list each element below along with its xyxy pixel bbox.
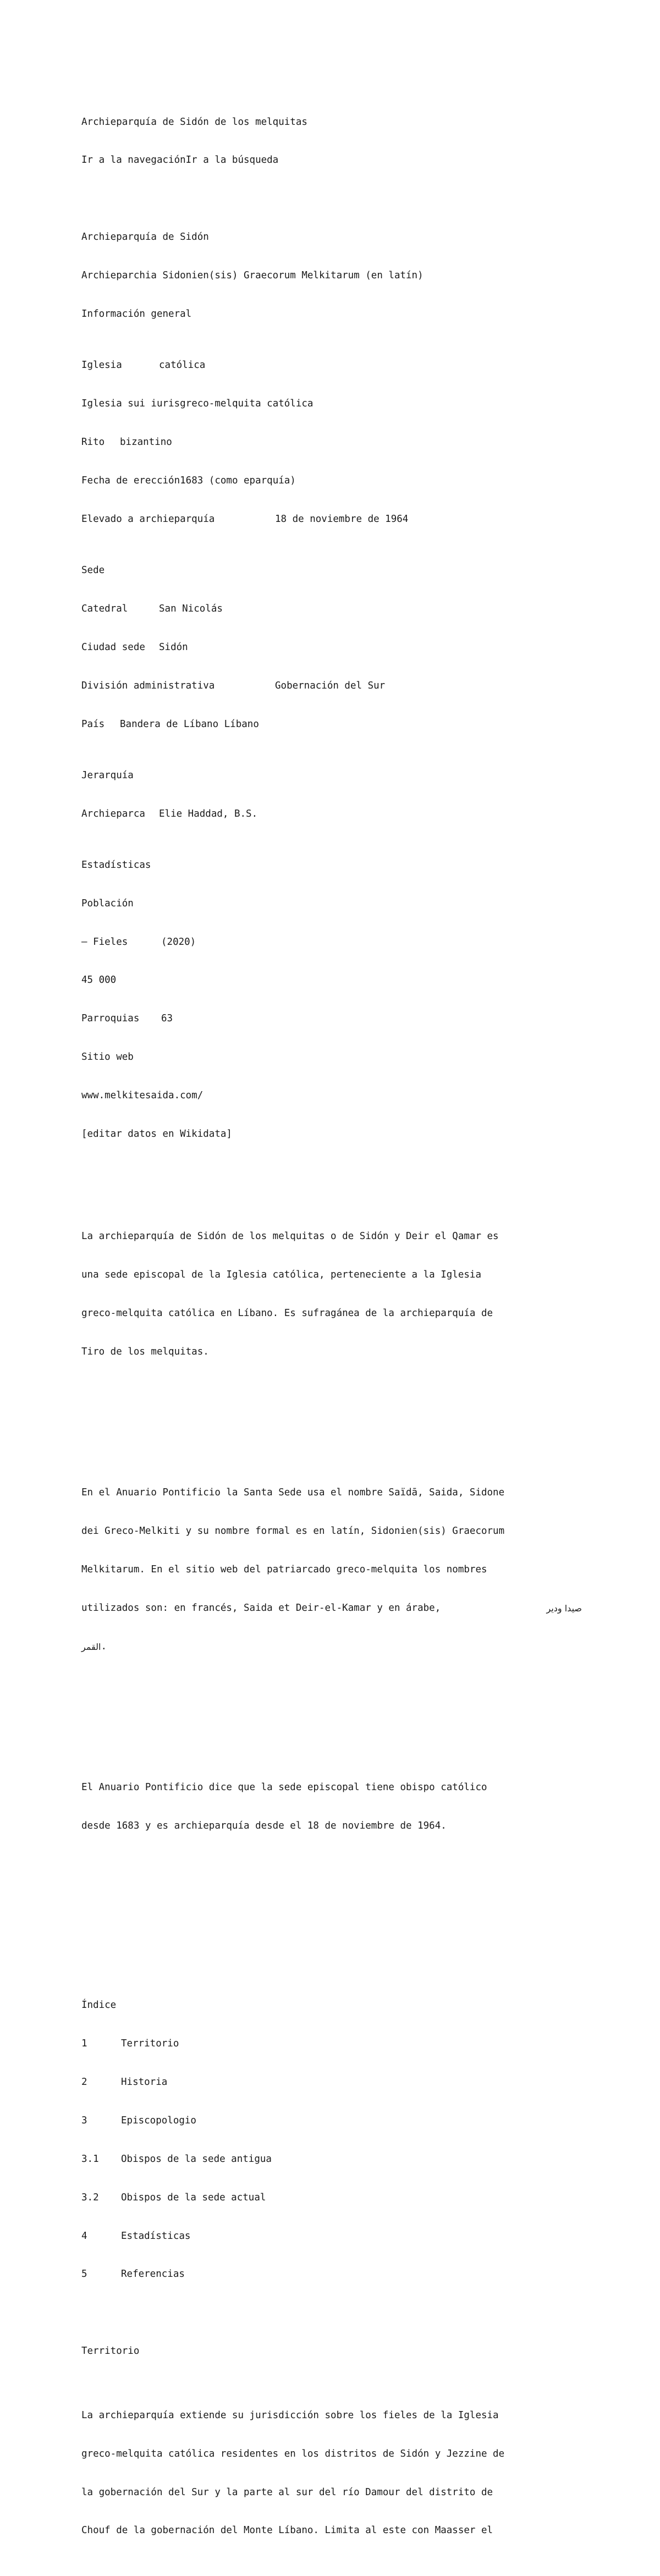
paragraph-line: greco-melquita católica residentes en los distritos de Sidón y Jezzine de xyxy=(81,2448,505,2459)
arabic-name-part-1: صيدا ودير xyxy=(546,1603,582,1614)
intro-paragraph-3 xyxy=(81,1756,582,1858)
ciudad-label: Ciudad sede xyxy=(81,641,145,653)
infobox-section-general: Información general xyxy=(81,309,192,320)
toc-item-number: 3 xyxy=(81,2115,87,2126)
paragraph-text: utilizados son: en francés, Saida et Deir-el-Kamar y en árabe, xyxy=(81,1603,441,1614)
toc-item[interactable] xyxy=(81,2192,582,2204)
paragraph-line: La archieparquía de Sidón de los melquitas o de Sidón y Deir el Qamar es xyxy=(81,1231,499,1242)
toc-item-number: 3.1 xyxy=(81,2153,99,2165)
sui-iuris-value[interactable]: greco-melquita católica xyxy=(180,398,314,410)
toc-item[interactable] xyxy=(81,2076,582,2089)
spacer xyxy=(81,1704,582,1717)
arabic-name-part-2: القمر xyxy=(81,1641,101,1652)
toc-title: Índice xyxy=(81,2000,117,2011)
toc-item-label[interactable]: Historia xyxy=(121,2077,168,2088)
infobox-row-catedral xyxy=(81,603,582,615)
toc-item[interactable] xyxy=(81,2230,582,2243)
toc-item-number: 4 xyxy=(81,2230,87,2242)
pais-label: País xyxy=(81,718,105,730)
spacer xyxy=(81,1410,582,1423)
infobox-row-division xyxy=(81,680,582,692)
paragraph-line: En el Anuario Pontificio la Santa Sede usa el nombre Saïdā, Saida, Sidone xyxy=(81,1487,505,1499)
division-value[interactable]: Gobernación del Sur xyxy=(275,680,386,691)
toc-item-label[interactable]: Episcopologio xyxy=(121,2115,196,2126)
infobox xyxy=(81,206,582,1166)
archieparca-value[interactable]: Elie Haddad, B.S. xyxy=(159,808,258,819)
infobox-section-estadisticas: Estadísticas xyxy=(81,859,151,871)
paragraph-line: una sede episcopal de la Iglesia católica, perteneciente a la Iglesia xyxy=(81,1269,481,1281)
division-label: División administrativa xyxy=(81,680,215,691)
sui-iuris-label: Iglesia sui iuris xyxy=(81,398,180,410)
parroquias-value: 63 xyxy=(161,1013,173,1025)
spacer xyxy=(81,1922,582,1935)
paragraph-line-mixed xyxy=(81,1641,582,1653)
paragraph-line: greco-melquita católica en Líbano. Es sufragánea de la archieparquía de xyxy=(81,1308,493,1319)
infobox-name: Archieparquía de Sidón xyxy=(81,232,209,243)
pais-value[interactable]: Bandera de Líbano Líbano xyxy=(120,718,259,730)
infobox-section-jerarquia: Jerarquía xyxy=(81,769,134,781)
catedral-value[interactable]: San Nicolás xyxy=(159,603,223,614)
paragraph-line: dei Greco-Melkiti y su nombre formal es en latín, Sidonien(sis) Graecorum xyxy=(81,1526,505,1537)
intro-paragraph-2 xyxy=(81,1461,582,1679)
fieles-year: (2020) xyxy=(161,936,196,948)
elevado-label: Elevado a archieparquía xyxy=(81,513,215,525)
sitio-web-label: Sitio web xyxy=(81,1052,134,1063)
article-title: Archieparquía de Sidón de los melquitas xyxy=(81,116,307,128)
infobox-row-rito xyxy=(81,436,582,449)
territorio-paragraph xyxy=(81,2384,582,2563)
section-heading-territorio: Territorio xyxy=(81,2346,140,2357)
infobox-row-pais xyxy=(81,718,582,731)
intro-paragraph-1 xyxy=(81,1205,582,1384)
infobox-row-sui-iuris xyxy=(81,398,582,410)
paragraph-line: desde 1683 y es archieparquía desde el 18 de noviembre de 1964. xyxy=(81,1820,447,1832)
infobox-row-fieles xyxy=(81,936,582,949)
infobox-row-ereccion xyxy=(81,475,582,487)
edit-wikidata-link[interactable]: [editar datos en Wikidata] xyxy=(81,1129,232,1140)
toc-item[interactable] xyxy=(81,2038,582,2050)
document-page xyxy=(81,90,582,2576)
paragraph-line: la gobernación del Sur y la parte al sur del río Damour del distrito de xyxy=(81,2486,493,2498)
toc-item-number: 5 xyxy=(81,2269,87,2280)
spacer xyxy=(81,1884,582,1897)
toc-item-label[interactable]: Estadísticas xyxy=(121,2230,191,2242)
rito-value[interactable]: bizantino xyxy=(120,437,172,448)
toc-item-label[interactable]: Referencias xyxy=(121,2269,185,2280)
infobox-section-sede: Sede xyxy=(81,564,105,576)
table-of-contents xyxy=(81,1974,582,2307)
toc-item-label[interactable]: Obispos de la sede actual xyxy=(121,2192,266,2203)
toc-item[interactable] xyxy=(81,2268,582,2281)
paragraph-end: . xyxy=(101,1641,107,1652)
catedral-label: Catedral xyxy=(81,603,128,614)
infobox-row-archieparca xyxy=(81,808,582,821)
rito-label: Rito xyxy=(81,437,105,448)
paragraph-line: Melkitarum. En el sitio web del patriarcado greco-melquita los nombres xyxy=(81,1564,487,1576)
ereccion-value: 1683 (como eparquía) xyxy=(180,475,296,486)
sitio-web-link[interactable]: www.melkitesaida.com/ xyxy=(81,1090,204,1102)
toc-item-label[interactable]: Obispos de la sede antigua xyxy=(121,2153,272,2165)
toc-item-number: 1 xyxy=(81,2038,87,2050)
nav-links[interactable]: Ir a la navegaciónIr a la búsqueda xyxy=(81,155,279,166)
infobox-row-iglesia xyxy=(81,359,582,372)
toc-item[interactable] xyxy=(81,2115,582,2127)
toc-item-number: 2 xyxy=(81,2077,87,2088)
iglesia-label: Iglesia xyxy=(81,360,122,371)
paragraph-line: Chouf de la gobernación del Monte Líbano. Limita al este con Maasser el xyxy=(81,2525,493,2536)
iglesia-value[interactable]: católica xyxy=(159,360,206,371)
toc-item-label[interactable]: Territorio xyxy=(121,2038,179,2050)
archieparca-label: Archieparca xyxy=(81,808,145,819)
toc-item[interactable] xyxy=(81,2153,582,2166)
paragraph-line-mixed xyxy=(81,1602,582,1615)
infobox-row-ciudad xyxy=(81,641,582,654)
paragraph-line: Tiro de los melquitas. xyxy=(81,1346,209,1358)
poblacion-label: Población xyxy=(81,898,134,909)
paragraph-line: El Anuario Pontificio dice que la sede episcopal tiene obispo católico xyxy=(81,1782,487,1793)
fieles-label: — Fieles xyxy=(81,936,128,948)
paragraph-line: La archieparquía extiende su jurisdicción sobre los fieles de la Iglesia xyxy=(81,2409,499,2421)
infobox-latin-name: Archieparchia Sidonien(sis) Graecorum Melkitarum (en latín) xyxy=(81,270,424,282)
parroquias-label: Parroquias xyxy=(81,1013,140,1025)
ciudad-value[interactable]: Sidón xyxy=(159,641,188,653)
elevado-value: 18 de noviembre de 1964 xyxy=(275,513,409,525)
toc-item-number: 3.2 xyxy=(81,2192,99,2203)
infobox-row-elevado xyxy=(81,513,582,526)
infobox-row-parroquias xyxy=(81,1012,582,1025)
ereccion-label: Fecha de erección xyxy=(81,475,180,486)
fieles-value: 45 000 xyxy=(81,975,117,986)
